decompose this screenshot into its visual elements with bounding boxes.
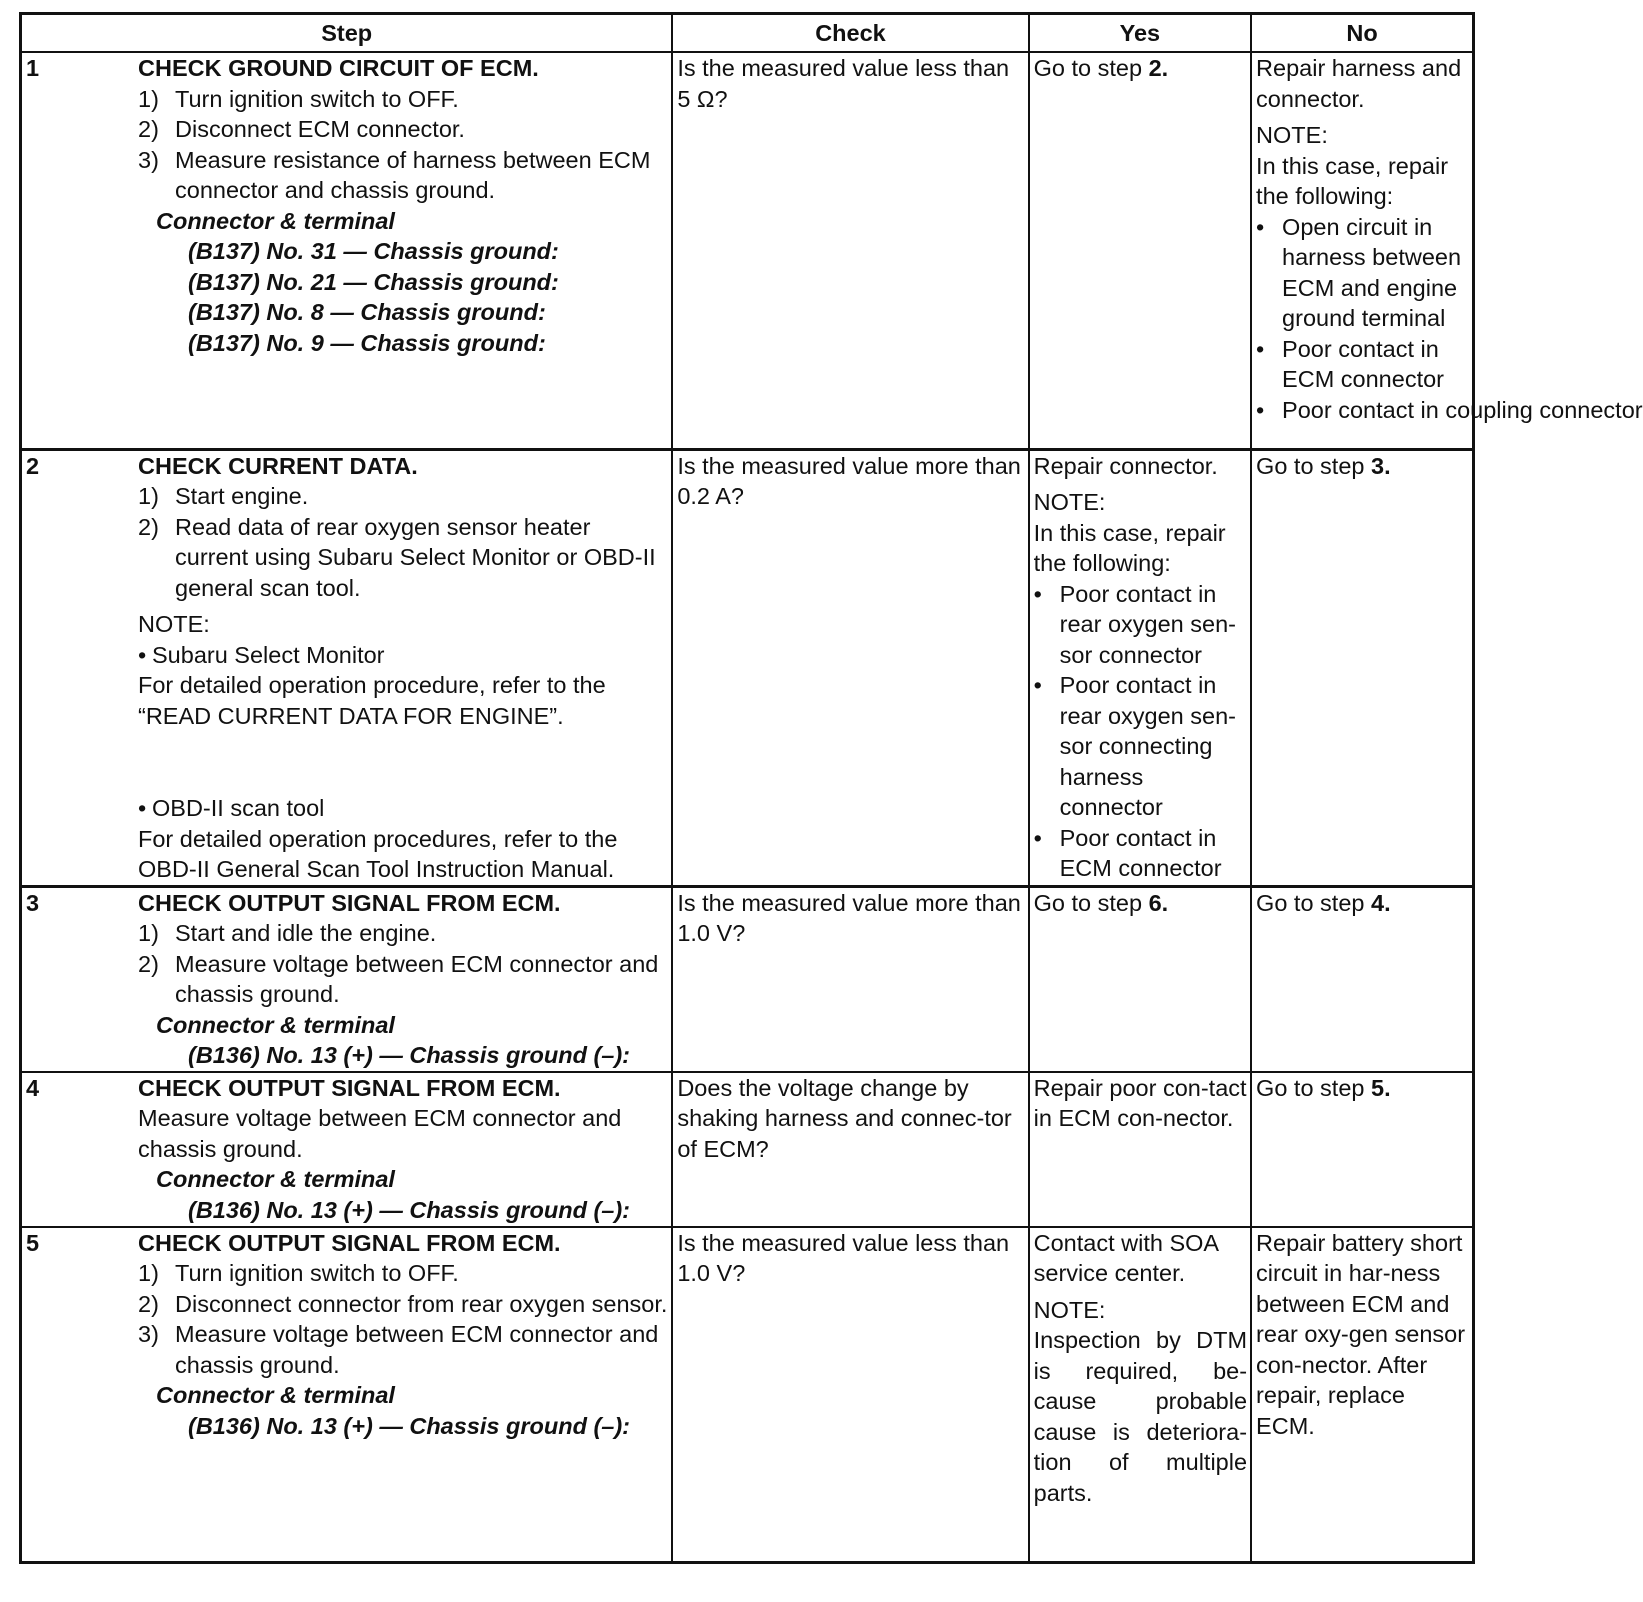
spacer xyxy=(138,731,668,793)
check-cell: Is the measured value less than 1.0 V? xyxy=(672,1227,1028,1563)
step-title: CHECK OUTPUT SIGNAL FROM ECM. xyxy=(138,889,561,916)
step-title: CHECK OUTPUT SIGNAL FROM ECM. xyxy=(138,1229,561,1256)
connector-heading: Connector & terminal xyxy=(156,207,395,234)
header-row xyxy=(21,14,1474,53)
note-text: For detailed operation procedure, refer to the “READ CURRENT DATA FOR ENGINE”. xyxy=(138,672,606,729)
step-cell xyxy=(21,886,673,1072)
troubleshooting-table xyxy=(19,12,1643,1564)
yes-cell xyxy=(1029,1227,1251,1563)
note-bullet: • Poor contact in rear oxygen sen-sor connecting harness connector xyxy=(1033,672,1236,820)
no-cell: Go to step 3. xyxy=(1251,449,1473,886)
table-row xyxy=(21,1072,1474,1227)
yes-cell xyxy=(1029,449,1251,886)
note-label: NOTE: xyxy=(1033,489,1106,515)
connector-heading: Connector & terminal xyxy=(156,1011,395,1038)
procedure-text: Measure voltage between ECM connector and chassis ground. xyxy=(138,1105,622,1162)
no-text: Repair harness and connector. xyxy=(1256,55,1462,112)
no-cell: Repair battery short circuit in har-ness between ECM and rear oxy-gen sensor con-nector. After repair, replace ECM. xyxy=(1251,1227,1473,1563)
check-cell: Is the measured value less than 5 Ω? xyxy=(672,52,1028,449)
connector-line: (B137) No. 8 — Chassis ground: xyxy=(188,299,546,325)
note-text: Inspection by DTM is required, be-cause probable cause is deteriora-tion of multiple parts. xyxy=(1033,1327,1248,1506)
procedure-step: 2) Disconnect ECM connector. xyxy=(138,116,465,142)
note-bullet: • Poor contact in ECM connector xyxy=(1256,335,1444,392)
note-label: NOTE: xyxy=(138,611,210,637)
connector-line: (B137) No. 9 — Chassis ground: xyxy=(188,329,546,356)
procedure-step: 2) Measure voltage between ECM connector and chassis ground. xyxy=(138,950,659,1007)
note-intro: In this case, repair the following: xyxy=(1033,519,1226,576)
note-bullet: • Poor contact in ECM connector xyxy=(1033,824,1222,881)
procedure-step: 1) Turn ignition switch to OFF. xyxy=(138,1260,459,1286)
step-cell xyxy=(21,52,673,449)
header-check: Check xyxy=(672,14,1028,53)
yes-text: Repair connector. xyxy=(1033,452,1218,479)
check-cell: Is the measured value more than 1.0 V? xyxy=(672,886,1028,1072)
note-bullet: • OBD-II scan tool xyxy=(138,795,325,821)
header-no: No xyxy=(1251,14,1473,53)
table-row xyxy=(21,52,1474,449)
yes-cell: Repair poor con-tact in ECM con-nector. xyxy=(1029,1072,1251,1227)
yes-cell: Go to step 2. xyxy=(1029,52,1251,449)
step-title: CHECK CURRENT DATA. xyxy=(138,452,418,479)
header-yes: Yes xyxy=(1029,14,1251,53)
connector-heading: Connector & terminal xyxy=(156,1166,395,1192)
note-label: NOTE: xyxy=(1033,1296,1106,1323)
table-row xyxy=(21,1227,1474,1563)
step-cell xyxy=(21,449,673,886)
note-bullet: • Open circuit in harness between ECM and engine ground terminal xyxy=(1256,213,1462,331)
step-cell xyxy=(21,1072,673,1227)
step-number: 5 xyxy=(26,1229,40,1256)
connector-line: (B137) No. 21 — Chassis ground: xyxy=(188,268,559,295)
step-title: CHECK GROUND CIRCUIT OF ECM. xyxy=(138,55,539,81)
procedure-step: 2) Read data of rear oxygen sensor heater current using Subaru Select Monitor or OBD-II general scan tool. xyxy=(138,513,656,601)
step-number: 4 xyxy=(26,1074,40,1101)
note-bullet: • Poor contact in coupling connector xyxy=(1256,396,1643,423)
no-cell: Go to step 5. xyxy=(1251,1072,1473,1227)
table-row xyxy=(21,449,1474,886)
step-cell xyxy=(21,1227,673,1563)
header-step: Step xyxy=(21,14,673,53)
note-intro: In this case, repair the following: xyxy=(1256,152,1449,209)
no-cell: Go to step 4. xyxy=(1251,886,1473,1072)
procedure-step: 2) Disconnect connector from rear oxygen sensor. xyxy=(138,1290,668,1317)
no-cell xyxy=(1251,52,1643,449)
step-title: CHECK OUTPUT SIGNAL FROM ECM. xyxy=(138,1074,561,1101)
table-row xyxy=(21,886,1474,1072)
note-bullet: • Subaru Select Monitor xyxy=(138,641,385,668)
yes-cell: Go to step 6. xyxy=(1029,886,1251,1072)
yes-text: Contact with SOA service center. xyxy=(1033,1229,1218,1286)
connector-line: (B137) No. 31 — Chassis ground: xyxy=(188,238,559,264)
procedure-step: 3) Measure resistance of harness between ECM connector and chassis ground. xyxy=(138,146,651,203)
procedure-step: 1) Start and idle the engine. xyxy=(138,920,437,946)
procedure-step: 1) Turn ignition switch to OFF. xyxy=(138,85,459,112)
procedure-step: 3) Measure voltage between ECM connector and chassis ground. xyxy=(138,1321,659,1378)
connector-line: (B136) No. 13 (+) — Chassis ground (–): xyxy=(188,1412,631,1439)
troubleshooting-table-page xyxy=(19,12,1643,1564)
step-number: 3 xyxy=(26,889,40,916)
connector-line: (B136) No. 13 (+) — Chassis ground (–): xyxy=(188,1196,631,1223)
note-bullet: • Poor contact in rear oxygen sen-sor connector xyxy=(1033,580,1236,668)
note-label: NOTE: xyxy=(1256,122,1328,148)
procedure-step: 1) Start engine. xyxy=(138,483,309,509)
connector-heading: Connector & terminal xyxy=(156,1382,395,1408)
note-text: For detailed operation procedures, refer to the OBD-II General Scan Tool Instruction Manual. xyxy=(138,825,618,882)
check-cell: Does the voltage change by shaking harness and connec-tor of ECM? xyxy=(672,1072,1028,1227)
step-number: 2 xyxy=(26,452,40,479)
connector-line: (B136) No. 13 (+) — Chassis ground (–): xyxy=(188,1042,631,1068)
step-number: 1 xyxy=(26,55,40,81)
check-cell: Is the measured value more than 0.2 A? xyxy=(672,449,1028,886)
